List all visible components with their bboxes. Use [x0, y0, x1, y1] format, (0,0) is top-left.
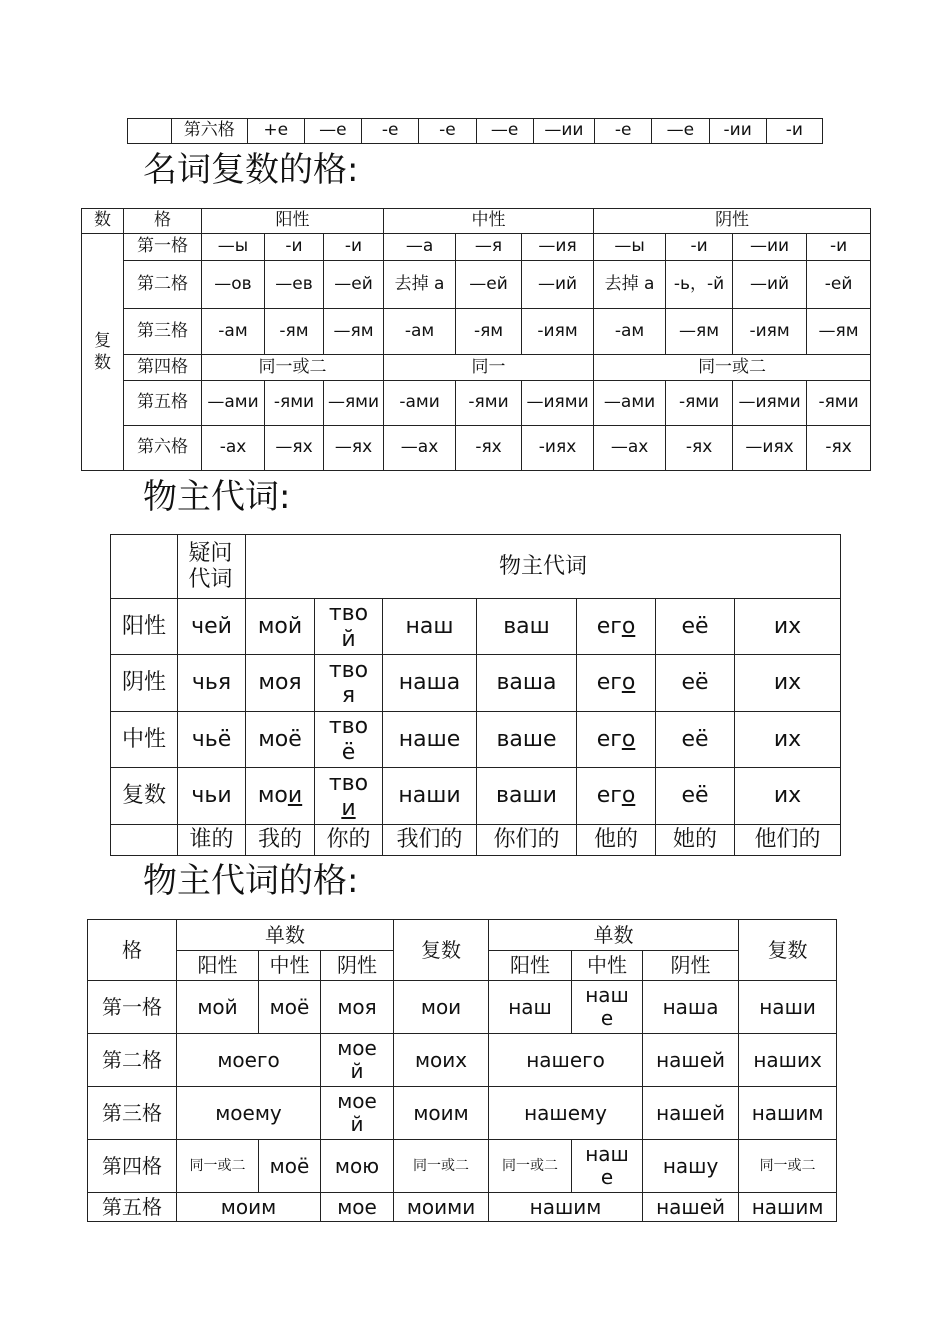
- table-cell: мой: [177, 981, 259, 1034]
- case-label: 第四格: [124, 355, 202, 381]
- table-cell: их: [735, 599, 841, 655]
- table-cell: нашего: [489, 1034, 643, 1087]
- table-row: [128, 119, 823, 144]
- table-cell: —ий: [522, 261, 594, 309]
- table-cell: +е: [247, 119, 304, 144]
- header-singular: 单数: [177, 920, 394, 951]
- header-singular: 单数: [489, 920, 739, 951]
- table-cell: их: [735, 768, 841, 825]
- table-cell: 同一或二: [594, 355, 871, 381]
- table-cell: -ами: [384, 381, 456, 426]
- table-cell: -е: [419, 119, 476, 144]
- case-label: 第二格: [88, 1034, 177, 1087]
- table-row: [88, 981, 837, 1034]
- table-cell: твоя: [315, 655, 383, 712]
- table-cell: твоё: [315, 712, 383, 768]
- table-cell: наше: [572, 981, 643, 1034]
- table-cell: моя: [246, 655, 315, 712]
- table-cell: [128, 119, 172, 144]
- meaning-cell: 你的: [315, 825, 383, 856]
- table-cell: —е: [476, 119, 533, 144]
- heading-possessive-cases: 物主代词的格:: [143, 861, 359, 901]
- header-masculine: 阳性: [177, 951, 259, 981]
- table-cell: чей: [178, 599, 246, 655]
- header-question-pronoun: 疑问代词: [178, 535, 246, 599]
- gender-label: 阳性: [111, 599, 178, 655]
- table-cell: 同一或二: [489, 1140, 572, 1193]
- table-cell: 同一或二: [739, 1140, 837, 1193]
- table-cell: -ях: [666, 426, 733, 471]
- meaning-cell: 她的: [656, 825, 735, 856]
- table-cell: наши: [739, 981, 837, 1034]
- table-cell: её: [656, 655, 735, 712]
- table-cell: моё: [259, 981, 321, 1034]
- header-plural: 复数: [739, 920, 837, 981]
- table-cell: моему: [177, 1087, 321, 1140]
- table-cell: наших: [739, 1034, 837, 1087]
- table-cell: его: [577, 768, 656, 825]
- table-cell: её: [656, 712, 735, 768]
- table-cell: -и: [265, 234, 324, 261]
- header-feminine: 阴性: [594, 209, 871, 234]
- header-neuter: 中性: [259, 951, 321, 981]
- table-cell: ваше: [477, 712, 577, 768]
- table-cell: моя: [321, 981, 394, 1034]
- table-cell: —ов: [202, 261, 265, 309]
- table-cell: —ям: [324, 309, 384, 355]
- table-cell: —ий: [733, 261, 807, 309]
- table-cell: —иями: [733, 381, 807, 426]
- table-cell: -ах: [202, 426, 265, 471]
- table-cell: [111, 825, 178, 856]
- case-label: 第四格: [88, 1140, 177, 1193]
- gender-label: 复数: [111, 768, 178, 825]
- table-cell: -ях: [807, 426, 871, 471]
- table-cell: 同一或二: [394, 1140, 489, 1193]
- table-cell: -ях: [456, 426, 522, 471]
- table-cell: —ях: [324, 426, 384, 471]
- table-cell: —ы: [202, 234, 265, 261]
- case-label: 第六格: [171, 119, 247, 144]
- table-cell: наш: [489, 981, 572, 1034]
- table-row: [111, 768, 841, 825]
- table-cell: мои: [394, 981, 489, 1034]
- table-cell: —ами: [594, 381, 666, 426]
- table-cell: наши: [383, 768, 477, 825]
- table-cell: его: [577, 599, 656, 655]
- case-label: 第一格: [124, 234, 202, 261]
- table-cell: чьё: [178, 712, 246, 768]
- table-cell: её: [656, 599, 735, 655]
- table-cell: наш: [383, 599, 477, 655]
- meaning-cell: 我们的: [383, 825, 477, 856]
- table-cell: его: [577, 712, 656, 768]
- meaning-cell: 我的: [246, 825, 315, 856]
- header-case: 格: [88, 920, 177, 981]
- table-cell: 去掉 а: [384, 261, 456, 309]
- table-cell: мою: [321, 1140, 394, 1193]
- table-cell: ваша: [477, 655, 577, 712]
- table-cell: —иях: [733, 426, 807, 471]
- table-cell: мое: [321, 1193, 394, 1222]
- table-cell: моё: [259, 1140, 321, 1193]
- table-cell: -ам: [384, 309, 456, 355]
- table-row: [111, 599, 841, 655]
- table-cell: —ия: [522, 234, 594, 261]
- table-cell: —ях: [265, 426, 324, 471]
- table-cell: —ии: [733, 234, 807, 261]
- table-cell: моё: [246, 712, 315, 768]
- table-cell: нашей: [643, 1034, 739, 1087]
- table-cell: чьи: [178, 768, 246, 825]
- table-cell: их: [735, 712, 841, 768]
- table-cell: наше: [572, 1140, 643, 1193]
- table-cell: нашим: [739, 1087, 837, 1140]
- table-cell: —ах: [594, 426, 666, 471]
- table-cell: -иям: [733, 309, 807, 355]
- table-row: [82, 309, 871, 355]
- table-cell: -и: [807, 234, 871, 261]
- table-cell: —ами: [202, 381, 265, 426]
- table-cell: нашим: [489, 1193, 643, 1222]
- table-header-row: [82, 209, 871, 234]
- table-row: [82, 234, 871, 261]
- table-cell: —ах: [384, 426, 456, 471]
- table-cell: нашим: [739, 1193, 837, 1222]
- table-cell: -и: [766, 119, 822, 144]
- table-cell: моих: [394, 1034, 489, 1087]
- table-cell: нашей: [643, 1087, 739, 1140]
- header-feminine: 阴性: [643, 951, 739, 981]
- plural-label: 复数: [82, 234, 124, 471]
- table-row: [82, 381, 871, 426]
- gender-label: 中性: [111, 712, 178, 768]
- table-cell: —я: [456, 234, 522, 261]
- table-cell: моей: [321, 1087, 394, 1140]
- table-cell: 去掉 а: [594, 261, 666, 309]
- table-cell: 同一: [384, 355, 594, 381]
- sixth-case-singular-table: [127, 118, 823, 144]
- table-cell: его: [577, 655, 656, 712]
- meaning-cell: 谁的: [178, 825, 246, 856]
- header-case: 格: [124, 209, 202, 234]
- table-cell: наша: [643, 981, 739, 1034]
- header-plural: 复数: [394, 920, 489, 981]
- table-cell: —ями: [324, 381, 384, 426]
- table-cell: моим: [177, 1193, 321, 1222]
- header-neuter: 中性: [572, 951, 643, 981]
- case-label: 第一格: [88, 981, 177, 1034]
- table-cell: мои: [246, 768, 315, 825]
- table-cell: моим: [394, 1087, 489, 1140]
- table-cell: моими: [394, 1193, 489, 1222]
- table-cell: моей: [321, 1034, 394, 1087]
- table-cell: нашему: [489, 1087, 643, 1140]
- table-cell: -и: [666, 234, 733, 261]
- table-cell: -ей: [807, 261, 871, 309]
- table-cell: -е: [595, 119, 652, 144]
- table-cell: —е: [304, 119, 361, 144]
- table-cell: —ям: [807, 309, 871, 355]
- table-cell: —иями: [522, 381, 594, 426]
- header-neuter: 中性: [384, 209, 594, 234]
- table-row: [88, 1087, 837, 1140]
- header-masculine: 阳性: [489, 951, 572, 981]
- table-cell: чья: [178, 655, 246, 712]
- table-cell: -ями: [807, 381, 871, 426]
- table-row: [88, 1140, 837, 1193]
- table-cell: её: [656, 768, 735, 825]
- table-cell: 同一或二: [177, 1140, 259, 1193]
- table-cell: -ями: [265, 381, 324, 426]
- table-header-row: [111, 535, 841, 599]
- table-cell: —ям: [666, 309, 733, 355]
- case-label: 第二格: [124, 261, 202, 309]
- case-label: 第三格: [88, 1087, 177, 1140]
- header-possessive-pronoun: 物主代词: [246, 535, 841, 599]
- gender-label: 阴性: [111, 655, 178, 712]
- table-cell: -е: [362, 119, 419, 144]
- table-cell: -ями: [456, 381, 522, 426]
- table-cell: -ам: [594, 309, 666, 355]
- case-label: 第五格: [88, 1193, 177, 1222]
- table-cell: —ей: [324, 261, 384, 309]
- table-cell: -иям: [522, 309, 594, 355]
- case-label: 第三格: [124, 309, 202, 355]
- possessive-pronouns-table: [110, 534, 841, 856]
- table-cell: —ии: [533, 119, 594, 144]
- table-cell: -ам: [202, 309, 265, 355]
- table-cell: [111, 535, 178, 599]
- table-row: [111, 825, 841, 856]
- table-row: [82, 355, 871, 381]
- table-row: [111, 712, 841, 768]
- table-cell: —ы: [594, 234, 666, 261]
- table-cell: —ей: [456, 261, 522, 309]
- table-cell: -ии: [709, 119, 766, 144]
- table-row: [111, 655, 841, 712]
- table-cell: моего: [177, 1034, 321, 1087]
- table-cell: —ев: [265, 261, 324, 309]
- meaning-cell: 你们的: [477, 825, 577, 856]
- table-cell: ваш: [477, 599, 577, 655]
- table-cell: -иях: [522, 426, 594, 471]
- header-feminine: 阴性: [321, 951, 394, 981]
- table-cell: нашу: [643, 1140, 739, 1193]
- table-cell: наше: [383, 712, 477, 768]
- heading-possessive-pronouns: 物主代词:: [143, 477, 291, 517]
- meaning-cell: 他们的: [735, 825, 841, 856]
- table-row: [88, 1034, 837, 1087]
- table-cell: твои: [315, 768, 383, 825]
- table-cell: -ями: [666, 381, 733, 426]
- table-row: [88, 1193, 837, 1222]
- table-cell: -ям: [265, 309, 324, 355]
- table-cell: -ям: [456, 309, 522, 355]
- table-cell: наша: [383, 655, 477, 712]
- table-cell: мой: [246, 599, 315, 655]
- table-cell: —а: [384, 234, 456, 261]
- header-number: 数: [82, 209, 124, 234]
- meaning-cell: 他的: [577, 825, 656, 856]
- table-row: [82, 426, 871, 471]
- possessive-cases-table: [87, 919, 837, 1222]
- case-label: 第六格: [124, 426, 202, 471]
- table-cell: —е: [652, 119, 709, 144]
- table-header-row: [88, 920, 837, 951]
- table-cell: твой: [315, 599, 383, 655]
- table-cell: -и: [324, 234, 384, 261]
- table-cell: -ь，-й: [666, 261, 733, 309]
- header-masculine: 阳性: [202, 209, 384, 234]
- table-row: [82, 261, 871, 309]
- table-cell: их: [735, 655, 841, 712]
- table-cell: 同一或二: [202, 355, 384, 381]
- noun-plural-cases-table: [81, 208, 871, 471]
- table-cell: нашей: [643, 1193, 739, 1222]
- table-cell: ваши: [477, 768, 577, 825]
- heading-noun-plural-cases: 名词复数的格:: [143, 150, 359, 190]
- case-label: 第五格: [124, 381, 202, 426]
